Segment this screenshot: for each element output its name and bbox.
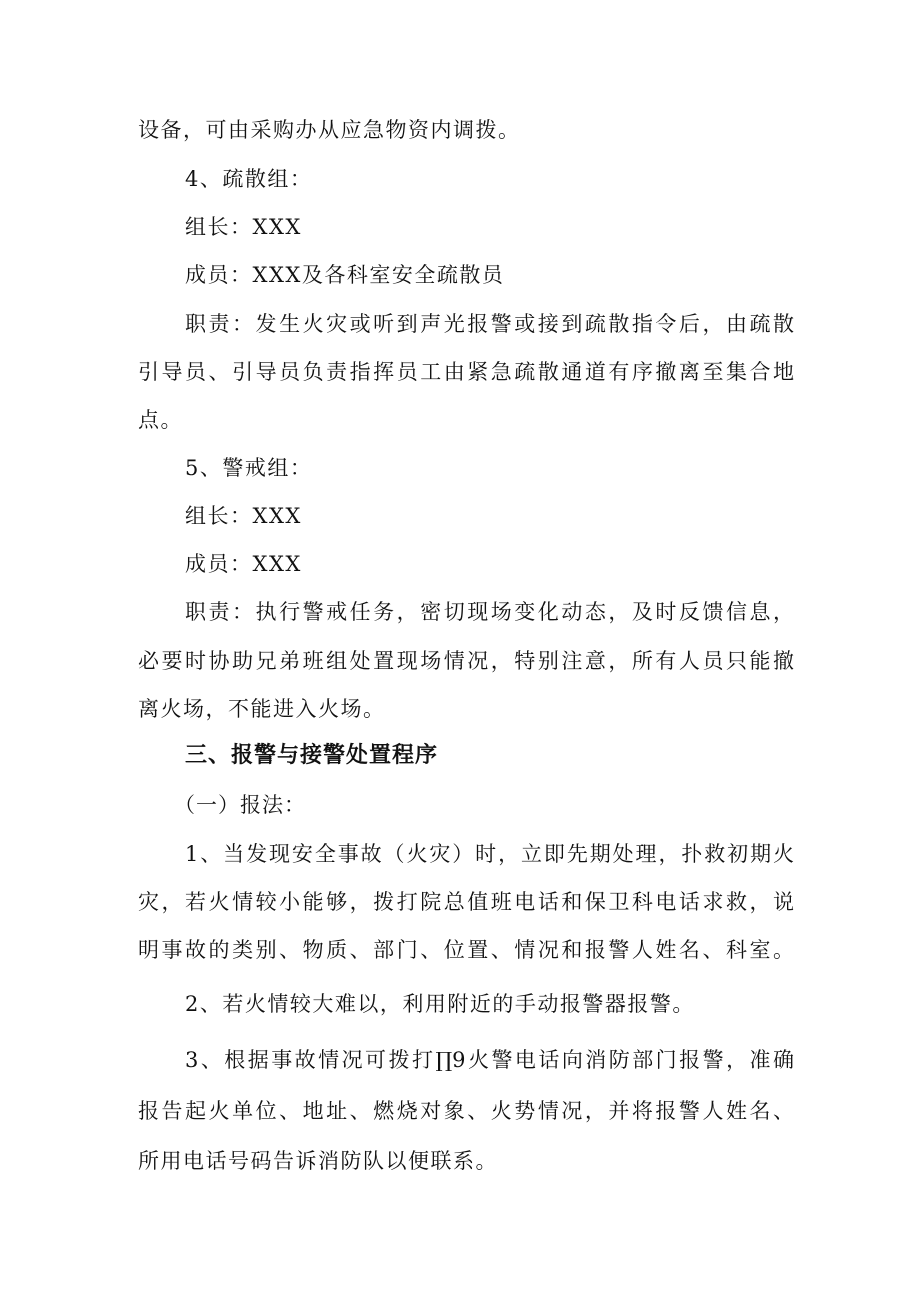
paragraph-line: 3、根据事故情况可拨打∏9火警电话向消防部门报警，准确 (185, 1048, 794, 1072)
paragraph-line: 离火场，不能进入火场。 (138, 697, 386, 721)
paragraph-line: 报告起火单位、地址、燃烧对象、火势情况，并将报警人姓名、 (138, 1099, 794, 1123)
evacuation-group-members: 成员：XXX及各科室安全疏散员 (185, 263, 505, 287)
paragraph-line: 点。 (138, 408, 183, 432)
section-heading: 三、报警与接警处置程序 (185, 743, 439, 768)
paragraph-line: 灾，若火情较小能够，拨打院总值班电话和保卫科电话求救，说 (138, 890, 794, 914)
paragraph-line: 必要时协助兄弟班组处置现场情况，特别注意，所有人员只能撤 (138, 649, 794, 673)
evacuation-group-leader: 组长：XXX (185, 215, 302, 239)
subsection-heading: （一）报法： (174, 793, 306, 817)
paragraph-line: 职责：发生火灾或听到声光报警或接到疏散指令后，由疏散 (185, 312, 794, 336)
guard-group-members: 成员：XXX (185, 552, 302, 576)
paragraph-line: 所用电话号码告诉消防队以便联系。 (138, 1149, 498, 1173)
paragraph-line: 设备，可由采购办从应急物资内调拨。 (138, 118, 521, 142)
paragraph-line: 引导员、引导员负责指挥员工由紧急疏散通道有序撤离至集合地 (138, 360, 794, 384)
paragraph-line: 明事故的类别、物质、部门、位置、情况和报警人姓名、科室。 (138, 938, 794, 962)
paragraph-line: 1、当发现安全事故（火灾）时，立即先期处理，扑救初期火 (185, 842, 794, 866)
paragraph-line: 2、若火情较大难以，利用附近的手动报警器报警。 (185, 992, 695, 1016)
section-title-guard-group: 5、警戒组： (185, 456, 313, 480)
section-title-evacuation-group: 4、疏散组： (185, 167, 313, 191)
paragraph-line: 职责：执行警戒任务，密切现场变化动态，及时反馈信息， (185, 600, 794, 624)
guard-group-leader: 组长：XXX (185, 504, 302, 528)
